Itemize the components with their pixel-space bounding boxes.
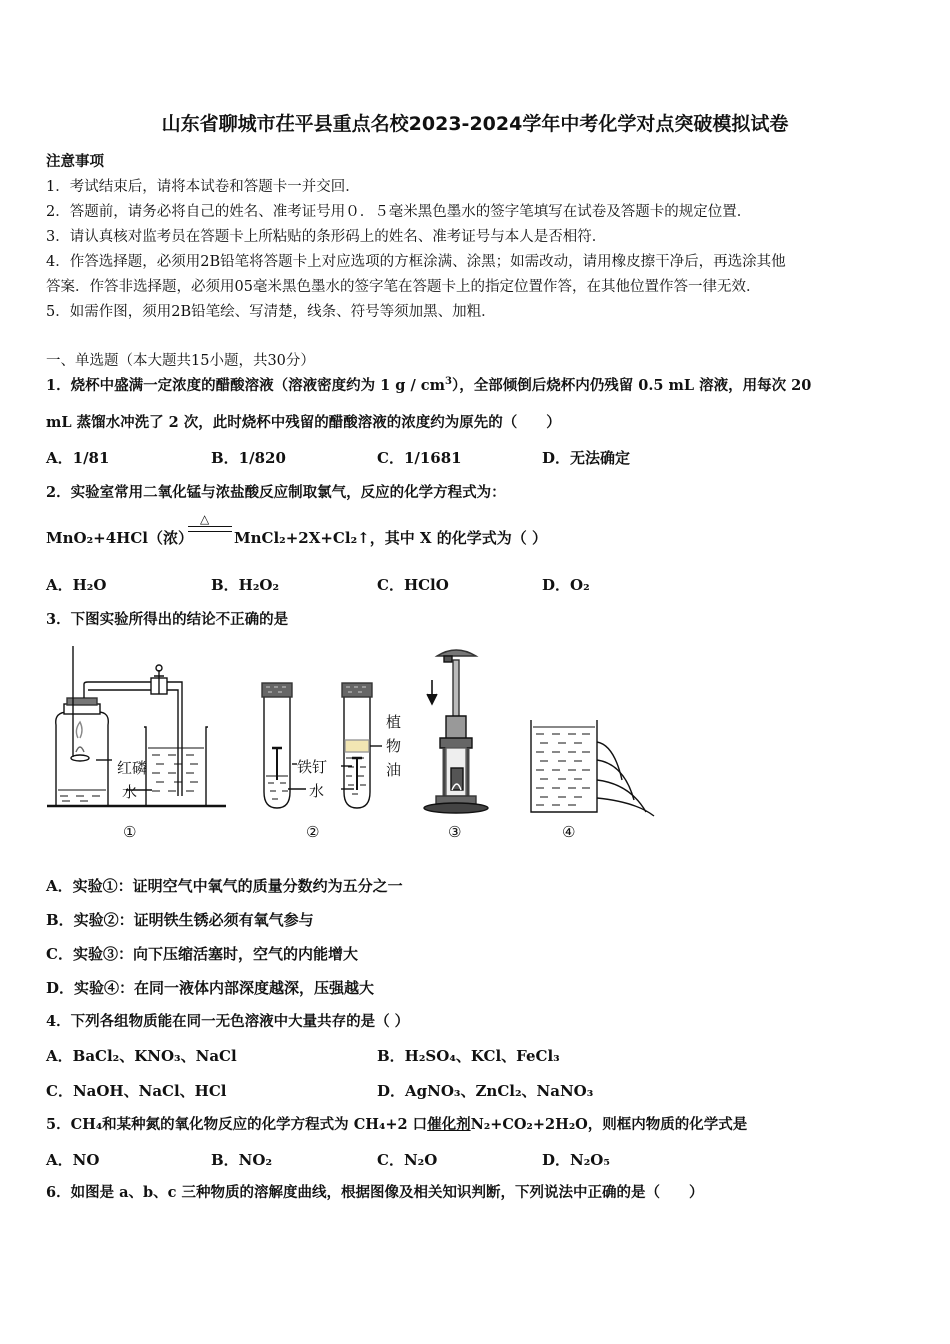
q2-option-c[interactable]: C．HClO [377,576,449,594]
q4-stem: 4．下列各组物质能在同一无色溶液中大量共存的是（ ） [46,1013,410,1030]
q1-option-a[interactable]: A．1/81 [46,449,110,467]
q5-stem-second: N₂+CO₂+2H₂O，则框内物质的化学式是 [470,1116,748,1133]
figure-number-4: ④ [562,823,576,841]
q1-stem-line1: 1．烧杯中盛满一定浓度的醋酸溶液（溶液密度约为 1 g / $cm^3$），全部倾倒后烧杯内仍残留 0.5 mL 溶液，用每次 20 [46,376,812,394]
q1-option-c[interactable]: C．1/1681 [377,449,462,467]
notice-heading: 注意事项 [46,153,104,170]
heat-symbol: △ [200,512,210,526]
q2-equation-right: MnCl₂+2X+Cl₂↑，其中 X 的化学式为（ ） [234,529,548,547]
q5-stem [46,1115,747,1135]
equal-sign-bottom [188,531,232,532]
section-heading: 一、单选题（本大题共15小题，共30分） [46,353,315,369]
notice-item: 2．答题前，请务必将自己的姓名、准考证号用０．５毫米黑色墨水的签字笔填写在试卷及答题卡的规定位置． [46,204,752,220]
q3-stem: 3．下图实验所得出的结论不正确的是 [46,611,289,628]
q4-option-d[interactable]: D．AgNO₃、ZnCl₂、NaNO₃ [377,1082,594,1100]
notice-item: 答案．作答非选择题，必须用05毫米黑色墨水的签字笔在答题卡上的指定位置作答，在其他位置作答一律无效． [46,279,761,295]
label-plant-oil-2: 物 [386,737,402,755]
notice-item: 1．考试结束后，请将本试卷和答题卡一并交回． [46,179,360,195]
q1-option-d[interactable]: D．无法确定 [542,449,631,467]
figure-number-1: ① [123,823,137,841]
q2-option-d[interactable]: D．O₂ [542,576,590,594]
q4-option-a[interactable]: A．BaCl₂、KNO₃、NaCl [46,1047,237,1065]
label-water-1: 水 [122,783,138,801]
q4-option-c[interactable]: C．NaOH、NaCl、HCl [46,1082,227,1100]
q3-option-b[interactable]: B．实验②：证明铁生锈必须有氧气参与 [46,911,314,929]
q5-option-d[interactable]: D．N₂O₅ [542,1151,610,1169]
q3-option-d[interactable]: D．实验④：在同一液体内部深度越深，压强越大 [46,979,375,997]
q5-stem-first: 5．CH₄和某种氮的氧化物反应的化学方程式为 CH₄+2 口 [46,1116,428,1133]
notice-item: 4．作答选择题，必须用2B铅笔将答题卡上对应选项的方框涂满、涂黑；如需改动，请用橡皮擦干净后，再选涂其他 [46,254,786,270]
notice-item: 5．如需作图，须用2B铅笔绘、写清楚，线条、符号等须加黑、加粗． [46,304,496,320]
q5-option-a[interactable]: A．NO [46,1151,100,1169]
equal-sign-top [188,526,232,527]
label-plant-oil-1: 植 [386,713,402,731]
q3-option-a[interactable]: A．实验①：证明空气中氧气的质量分数约为五分之一 [46,877,403,895]
label-red-phosphorus: 红磷 [117,759,148,777]
catalyst-label: 催化剂 [427,1116,471,1133]
q1-option-b[interactable]: B．1/820 [211,449,286,467]
label-plant-oil-3: 油 [386,761,402,779]
q5-option-b[interactable]: B．NO₂ [211,1151,273,1169]
q3-option-c[interactable]: C．实验③：向下压缩活塞时，空气的内能增大 [46,945,358,963]
label-iron-nail: 铁钉 [297,758,328,776]
q2-stem: 2．实验室常用二氧化锰与浓盐酸反应制取氯气，反应的化学方程式为： [46,484,506,501]
q2-option-b[interactable]: B．H₂O₂ [211,576,280,594]
q6-stem: 6．如图是 a、b、c 三种物质的溶解度曲线，根据图像及相关知识判断，下列说法中正确的是（ ） [46,1184,704,1201]
q1-stem-line2: mL 蒸馏水冲洗了 2 次，此时烧杯中残留的醋酸溶液的浓度约为原先的（ ） [46,414,561,431]
notice-item: 3．请认真核对监考员在答题卡上所粘贴的条形码上的姓名、准考证号与本人是否相符． [46,229,607,245]
q2-equation-left: MnO₂+4HCl（浓） [46,529,193,547]
figure-number-2: ② [306,823,320,841]
q2-option-a[interactable]: A．H₂O [46,576,107,594]
page-title: 山东省聊城市茌平县重点名校2023-2024学年中考化学对点突破模拟试卷 [161,113,789,135]
figure-number-3: ③ [448,823,462,841]
q4-option-b[interactable]: B．H₂SO₄、KCl、FeCl₃ [377,1047,560,1065]
label-water-2: 水 [309,782,325,800]
q5-option-c[interactable]: C．N₂O [377,1151,438,1169]
